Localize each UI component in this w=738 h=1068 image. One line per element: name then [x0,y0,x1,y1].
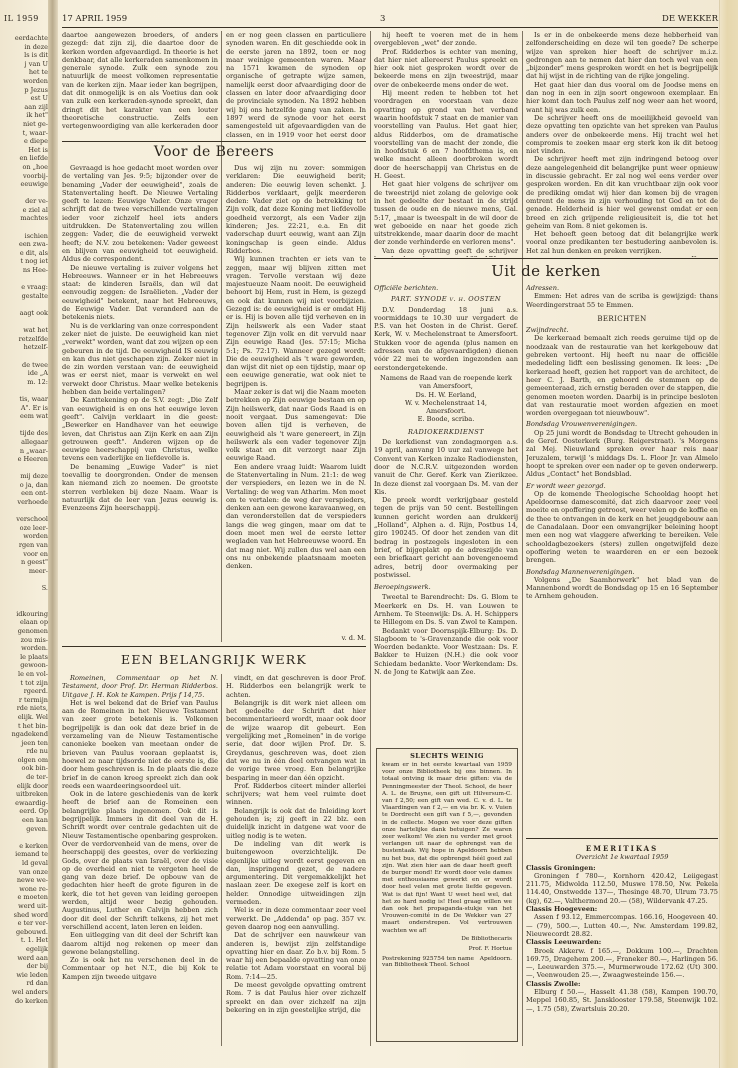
previous-page-line: t tot zijn [20,678,48,687]
bereers-col2 [226,164,366,642]
previous-page-line: rd dan [26,979,48,988]
previous-page-line: t nog iet [20,257,48,266]
previous-page-line: werd uit- [18,901,48,910]
bereers-paragraph: De benaming „Euwige Vader" is niet toevallig te doorgronden. Onder de mensen kan niemand zich zo noemen. De grootste sterren verbleken bij deze Naam. Waar is natuurlijk dat de leer van Jezus eeuwig is. Evenzeens Zijn heerschappij. [62,462,218,513]
previous-page-line: rde nu [26,747,48,756]
previous-page-line: machtes [20,214,48,223]
previous-page-line: mij deze [20,472,48,481]
previous-page-line: olgen om [17,755,48,764]
belangrijk-title: EEN BELANGRIJK WERK [121,652,307,667]
section-rule [374,258,718,259]
previous-page-line: e moeten [17,893,48,902]
synode-signature-line: Namens de Raad van de roepende kerk van Amersfoort, [380,373,512,391]
top-article-col2 [226,31,366,139]
previous-page-line: Het is [28,145,48,154]
previous-page-line: ischien [24,231,48,240]
review-paragraph: Prof. Ridderbos is echter van mening, dat hier niet allereerst Paulus spreekt en hier ook niet gesproken wordt over de bekeerde mens en zijn tweestrijd, maar over de onbekeerde mens onder de wet. [374,47,518,89]
previous-page-line: rgeerd. [23,687,48,696]
previous-page-line: het te [28,68,48,77]
previous-page-line [2,189,48,198]
previous-page-line: ik het" [26,111,48,120]
book-gutter [48,0,58,1068]
zwijndrecht-text: De kerkeraad bemaalt zich reeds geruime tijd op de noodzaak van de restauratie van het kerkgebouw dat gebreken vertoont. Hij heeft nu naar de officiële mededeling lidft een beslissing genomen. Ik lees: „De kerkeraad heeft, gezien het rapport van de architect, de heer C. J. Barth, en gehoord de stemmen op de gemeenteraad, zich ernstig beraden over de stappen, die genomen moeten worden. Daarbij is in principe besloten dat van restauratie moet worden afgezien en moet worden overgegaan tot nieuwbouw". [526,334,718,418]
previous-page-line [2,421,48,430]
emeritikas-group-heading: Classis Zwolle: [526,979,581,988]
emeritikas-group-heading: Classis Leeuwarden: [526,938,602,947]
previous-page-strip [2,0,48,1068]
previous-page-line [2,575,48,584]
review-paragraph: Is er in de onbekeerde mens deze hebberheid van zelfonderscheiding en deze wil ten goede? De scherpe wijze van spreken hier heeft de schrijver m.i.z. gedrongen aan te nemen dat hier dan toch wel van een „bijzonder" mens gesproken wordt en het is begrijpelijk dat hij wijst in de richting van de rijke jongeling. [526,31,718,81]
previous-page-line [2,318,48,327]
previous-page-line: eeuwige [20,180,48,189]
previous-page-line: van onze [18,867,48,876]
notice-footer-account: Postrekening 925754 ten name van Bibliotheek Theol. School [382,955,474,968]
previous-page-line: idkouring [16,609,48,618]
previous-page-line: en liefde [19,154,48,163]
header-paper-name: DE WEKKER [662,14,718,24]
previous-page-line: tis, waar [19,394,48,403]
review-paragraph: De schrijver heeft ons de moeilijkheid gevoeld van deze opvatting ten opzichte van het spreken van Paulus anders over de onbekeerde mens. Hij tracht wel het compromis te zoeken maar erg sterk kon ik dit betoog niet vinden. [526,113,718,156]
header-page-number: 3 [380,14,386,24]
previous-page-line: de ter- [26,773,48,782]
berichten-heading: BERICHTEN [597,314,647,323]
previous-page-line [2,507,48,516]
emeritikas-group-text: Assen f 93.12, Emmercompas. 166.16, Hoogeveen 40.— (79), 500.—, Lutten 40.—, Nw. Amsterdam 199.82, Nieuwecordt 28.82. [526,913,718,938]
notice-title: SLECHTS WEINIG [410,752,484,760]
previous-page-line: hetzelf- [23,343,48,352]
previous-page-line: le plaats [20,652,48,661]
previous-page-line: shed word [13,910,48,919]
emeritikas-title: EMERITIKAS [585,844,659,853]
review-paragraph: hij heeft te voeren met de in hem overgebleven „wet" der zonde. [374,31,518,48]
previous-page-header: IL 1959 [4,14,39,23]
previous-page-line: o ja, dan [19,480,48,489]
previous-page-line: meer- [28,566,48,575]
bereers-paragraph: Maar zeker is dat wij die Naam moeten betrekken op Zijn eeuwige bestaan en op Zijn heilswerk, dat naar Gods Raad is en nooit vergaat. Dus samengevat: Die boven allen tijd is verheven, de eeuwigheid als 't ware genereert, in Zijn heilswerk als een vader tegenover Zijn volk staat en dit verzorgt naar Zijn eeuwige Raad. [226,388,366,463]
previous-page-line [2,300,48,309]
previous-page-line: est U [30,94,48,103]
previous-page-line: een ont- [21,489,48,498]
previous-page-line: j van U [24,59,48,68]
bereers-paragraph: Wij kunnen trachten er iets van te zeggen, maar wij blijven zitten met vragen. Tervolle verstaan wij deze majestueuze Naam nooit. De eeuwigheid behoort bij Hem, rust in Hem, is gezegd en ook dat kunnen wij niet voorbijzien. Gezegd is: de eeuwigheid is er omdat Hij er is. Hij is boven alle tijd verheven en in Zijn heilswerk als een Vader staat tegenover Zijn volk en dit vervuld naar Zijn eeuwige Raad (Jes. 57:15; Micha 5:1; Ps. 72:17). Wanneer gezegd wordt: Die de eeuwigheid als 't ware geworden, dan wijst dit niet op een tijdstip, maar op een eeuwige generatie, wat ook niet te begrijpen is. [226,255,366,388]
review-continuation-col3 [374,31,518,257]
previous-page-line: eerd. Op [19,807,48,816]
previous-page-line: een zwa- [18,240,48,249]
emeritikas-group-heading: Classis Hoogeveen: [526,905,598,914]
divider [221,164,222,642]
bereers-paragraph: Nu is de verklaring van onze correspondent zeker niet de juiste. De eeuwigheid kan niet „verwekt" worden, want dat zou wijzen op een gebeuren in de tijd. De eeuwigheid IS eeuwig en kan dus niet geschapen zijn. Zeker niet in de zin worden verstaan van: de eeuwigheid was er eerst niet, maar is verwekt en wel verwekt door Christus. Maar welke betekenis hebben dan beide vertalingen? [62,321,218,397]
bereers-signature: v. d. M. [341,634,366,642]
previous-page-line: gestalte [21,291,48,300]
previous-page-line: der ve- [25,197,48,206]
bereers-col1 [62,164,218,638]
belangrijk-col1 [62,674,218,1046]
belangrijk-paragraph: Zo is ook het nu verschenen deel in de Commentaar op het N.T., die bij Kok te Kampen zijn tweede uitgave [62,956,218,981]
previous-page-line: niet ge- [23,119,48,128]
divider [221,674,222,1046]
previous-page-line: newe we- [16,876,48,885]
previous-page-line: wone re- [19,884,48,893]
previous-page-line: aagt ook [19,309,48,317]
previous-page-line: eerdachte [14,34,48,42]
previous-page-line: le en vol- [18,669,48,678]
previous-page-line: genomen [17,626,48,635]
previous-page-line: e dit, als [19,248,48,257]
belangrijk-paragraph: Prof. Ridderbos citeert minder allerlei schrijvers; wat hem veel ruimte doet winnen. [226,781,366,807]
bereers-paragraph: De Kanttekening op de S.V. zegt: „Die Zelf van eeuwigheid is en ons het eeuwige leven geeft". Calvijn verklaart in die geest: „Bewerker en Handhaver van het eeuwige leven, dat Christus aan Zijn Kerk en aan Zijn getrouwen geeft". Anderen wijzen op de eeuwige heerschappij van Christus, welke tevens een vaderlijke en liefdevolle is. [62,396,218,463]
previous-page-line: n geest" [20,558,48,567]
header-date: 17 APRIL 1959 [62,14,128,24]
belangrijk-paragraph: Het is wel bekend dat de Brief van Paulus aan de Romeinen in het Nieuwe Testament van zeer grote betekenis is. Volkomen begrijpelijk is dan ook dat deze brief in de verzameling van de Nieuw Testamentische canonieke boeken van meetaan onder de brieven van Paulus vooraan geplaatst is, hoewel ze naar tijdsorde niet de eerste is, die door hem geschreven is. In de plaats die deze brief in de canon kreeg spreekt zich dan ook reeds een waardeeringsoordeel uit. [62,698,218,790]
previous-page-line: elijk. Wel [17,712,48,721]
divider [370,31,371,1046]
previous-page-line: zou mis- [20,635,48,644]
kerken-title: Uit de kerken [491,262,601,280]
previous-page-line: ns Hee- [22,266,48,275]
previous-page-line: e ziel al [22,205,48,214]
belangrijk-paragraph: Dat de schrijver een nauwkeur van anderen is, bewijst zijn zelfstandige opvatting hier en daar. Zo b.v. bij Rom. 5 waar hij een bepaalde opvatting van onze relatie tot Adam voorstaat en vooral bij Rom. 7:14—25. [226,931,366,981]
previous-page-line: wel anders [11,987,48,996]
previous-page-line: n „waar- [19,446,48,455]
previous-page-line: elijk door [16,781,48,790]
kerken-col2 [526,284,718,832]
notice-sign-name: Prof. F. Hortue [468,945,512,952]
belangrijk-paragraph: Belangrijk is dit werk niet alleen om het gedeelte der Schrift dat hier becommentarieerd wordt, maar ook door de wijze waarop dit gebeurt. Een vergelijking met „Romeinen" in de vorige serie, dat door wijlen Prof. Dr. S. Greydanus, geschreven was, doet zien dat we nu in één deel ontvangen wat in de vorige twee vroeg. Een belangrijke besparing in meer dan één opzicht. [226,698,366,782]
top-article-text-1: daartoe aangewezen broeders, of anders gezegd: dat zijn zij, die daartoe door de kerken worden afgevaardigd. In theorie is het denkbaar, dat alle kerkeraden samenkomen in generale synode. Zulk een synode zou natuurlijk de meest volkomen representatie van de kerken zijn. Maar ieder kan begrijpen, dat dit onmogelijk is en als Voetius dan ook van zulk een kerkeraden-synode spreekt, dan dringt dit het karakter van een louter theoretische constructie. Zelfs een vertegenwoordiging van alle kerkeraden door [62,31,218,131]
top-article-col1 [62,31,218,131]
zwijndrecht-heading: Zwijndrecht. [526,326,569,335]
previous-page-line: tijde des [19,429,48,438]
previous-page-line [2,464,48,473]
previous-page-line: t het bin- [17,721,48,730]
review-paragraph: Van deze opvatting geeft de schrijver [382,246,518,255]
previous-page-line: ngadekend [11,730,48,739]
previous-page-line: verschool [16,515,48,524]
previous-page-line: do kerken [14,996,48,1005]
emeritikas-group-text: Groningen f 780—, Kornhorn 420.42, Leiigegast 211.75, Midwolda 112.50, Muswe 178.50, Nw. Pekela 114.40, Onstwedde 137—, Thesinge 48.70, Ulrum 73.75 (kg), 62.—, Valthermond 20.— (58), Wildervank 47.25. [526,871,718,905]
section-rule [62,141,366,142]
beroep-heading: Beroepingswerk. [374,583,431,592]
section-rule [62,646,366,647]
previous-page-line: oze leer- [19,523,48,532]
belangrijk-paragraph: De meest gevolgde opvatting omtrent Rom. 7 is dat Paulus hier over zichzelf spreekt en dan over zichzelf na zijn bekering en in zijn geestelijke strijd, die [226,980,366,1014]
kerken-col1 [374,284,518,714]
previous-page-line: aan zijl [24,102,48,111]
mannen-heading: Bondsdag Mannenverenigingen. [526,567,635,576]
beroep-paragraph: Tweetal te Barendrecht: Ds. G. Blom te Meerkerk en Ds. H. van Louwen te Arnhem. Te Steenwijk: Ds. A. H. Schippers te Hillegom en Ds. S. van Zwol te Kampen. [374,593,518,627]
page-header [62,14,718,26]
belangrijk-paragraph: De indeling van dit werk is buitengewoon overzichtelijk. De eigenlijke uitleg wordt eerst gegeven en dan, inspringend gezet, de nadere argumentering. Dit vergemakkelijkt het naslaan zeer. De exegese zelf is kort en helder. Onnodige uitweidingen zijn vermeden. [226,839,366,907]
review-paragraph: Hij meent reden te hebben tot het voordragen en voorstaan van deze opvatting op grond van het verband waarin hoofdstuk 7 staat en de manier van voorstelling van Paulus. Het gaat hier, aldus Ridderbos, om de dramatische voorstelling van de macht der zonde, die in hoofdstuk 6 en 7 hoofdthema is, en welke macht alleen doorbroken wordt door de heerschappij van Christus en de H. Geest. [374,89,518,181]
synode-text: D.V. Donderdag 18 juni a.s. voormiddags te 10.30 uur vergadert de P.S. van het Oosten in de Christ. Geref. Kerk, W. v. Mechelenstraat te Amersfoort. Stukken voor de agenda (plus namen en adressen van de afgevaardigden) dienen vóór 22 mei te worden ingezonden aan eerstondergetekende. [374,305,518,372]
synode-signature-line: Amersfoort. [426,407,466,416]
review-paragraph: Het gaat hier volgens de schrijver om de tweestrijd niet zolang de gelovige ook in het gedeelte der bestaat in de strijd tussen de oude en de nieuwe mens, Gal. 5:17, „maar is tweespalt in de wil door de wet geboeide en naar het goede zich uitstrekkende, maar daarin door de macht der zonde verhinderde en verloren mens". [374,180,518,247]
notice-footer-place: Apeldoorn. [479,955,512,962]
previous-page-line: een kan [22,816,48,825]
page-edge [719,0,738,1068]
synode-heading: PART. SYNODE v. h. OOSTEN [391,295,501,304]
previous-page-line [2,352,48,361]
previous-page-line [2,833,48,842]
previous-page-line: e ter ver- [17,919,48,928]
previous-page-line: uitbreken [16,790,48,799]
previous-page-line: rgen van [18,541,48,550]
top-article-text-2: en er nog geen classen en particuliere synoden waren. En dit geschiedde ook in de eerste jaren na 1892, toen er nog maar weinige gemeenten waren. Maar na 1571 kwamen de synoden op organische of getrapte wijze samen, namelijk eerst door afvaardiging door de classen en later door afvaardiging door de provinciale synoden. Na 1892 hebben wij bij ons hetzelfde gang van zaken. In 1897 werd de synode voor het eerst samengesteld uit afgevaardigden van de classen, en in 1919 voor het eerst door [226,31,366,139]
previous-page-line: worden [23,532,48,541]
previous-page-line: ewaardig- [15,798,48,807]
previous-page-line: e Heeren [17,455,48,464]
previous-page-line: de twee [22,360,48,369]
belangrijk-col2 [226,674,366,1046]
previous-page-line: iemand te [15,850,48,859]
previous-page-line: elaan op [19,618,48,627]
bibliotheek-notice-box [376,748,518,1042]
mannen-text: Volgens „De Saamhorwerk" het blad van de Mannenbond wordt de Bondsdag op 15 en 16 September te Arnhem gehouden. [526,575,718,601]
previous-page-line [2,593,48,602]
previous-page-line: rde niets, [16,704,48,713]
bondsdag-text: Op 25 juni wordt de Bondsdag te Utrecht gehouden in de Geref. Oosterkerk (Burg. Reigerstraat). 's Morgens zal Mej. Nieuwland spreken over haar reis naar Jeruzalem, terwijl 's middags Ds. L. Floor Jr. van Almelo hoopt te spreken over een nader op te geven onderwerp. Aldus „Contact" het Bondsblad. [526,428,718,479]
previous-page-line: retzelfde [18,334,48,343]
previous-page-line [2,223,48,232]
emeritikas-section [526,842,718,1042]
previous-page-text [2,34,48,1005]
bereers-paragraph: Dus wij zijn nu zover: sommigen verklaren: Die eeuwigheid berit; anderen: Die eeuwig leven schenkt. J. Ridderbos verklaart, geljk meerderen deden: Vader ziet op de betrekking tot Zijn volk, dat deze Koning met liefdevolle goedheid verzorgt, als een Vader zijn kinderen; Jes. 22:21, e.a. En dit vaderschap duurt eeuwig, want aan Zijn koningschap is geen einde. Aldus Ridderbos. [226,164,366,255]
belangrijk-paragraph: Belangrijk is ook dat de Inleiding kort gehouden is; zij geeft in 22 blz. een duidelijk inzicht in datgene wat voor de uitleg nodig is te weten. [226,806,366,840]
previous-page-line: e kerken [19,841,48,850]
gezorgd-heading: Er wordt weer gezorgd. [526,481,606,490]
previous-page-line: voor en [23,549,48,558]
synode-signature-line: W. v. Mechelenstraat 14, [405,398,487,407]
radio-paragraph: De preek wordt verkrijgbaar gesteld tegen de prijs van 50 cent. Bestellingen kunnen gericht worden aan drukkerij „Holland", Alphen a. d. Rijn, Postbus 14, giro 190245. Of door het zenden van dit bedrag in postzegels ingesloten in een brief, of bijgeplakt op de adreszijde van een briefkaart gericht aan bovengenoemd adres, betrij door overmaking per postwissel. [374,496,518,579]
belangrijk-book-info: Romeinen, Commentaar op het N. Testament, door Prof. Dr. Herman Ridderbos. Uitgave J. H. Kok te Kampen. Prijs f 14,75. [62,674,218,699]
review-paragraph: De schrijver heeft met zijn indringend betoog over deze aangelegenheid dit belangrijke punt weer opnieuw in discussie gebracht. Er zal nog wel eens verder over gesproken worden. En dit kan vruchtbaar zijn ook voor de prediking omdat wij hier dan komen bij de vragen omtrent de mens in zijn verhouding tot God en tot de genade. Helderheid is hier wel gewenst omdat er een breed en zich grijpende religieusiteit is, die tot het geheim van Rom. 8 niet gekomen is. [526,155,718,230]
review-signature [526,255,718,257]
radio-heading: RADIOKERKDIENST [407,427,485,436]
previous-page-line: voorbij- [22,171,48,180]
previous-page-line: allegaar [21,437,48,446]
previous-page-line: t, waar- [22,128,48,137]
previous-page-line: m. 12: [27,377,48,386]
notice-sign-role: De Bibliothecaris [461,935,512,942]
previous-page-line: eem wat [20,412,48,421]
bereers-paragraph: Gevraagd is hoe gedacht moet worden over de vertaling van Jes. 9:5; bijzonder over de benaming „Vader der eeuwigheid", zoals de Statenvertaling heeft. De Nieuwe Vertaling geeft te lezen: Eeuwige Vader. Onze vrager schrijft dat de twee verschillende vertalingen ieder voor zichzelf heel iets anders uitdrukken. De Statenvertaling zou willen zeggen: Vader, die de eeuwigheid verwekt heeft; de N.V. zou betekenen: Vader geweest en blijven van eeuwigheid tot eeuwigheid. Aldus de correspondent. [62,164,218,264]
notice-text: kwam er in het eerste kwartaal van 1959 voor onze Bibliotheek bij ons binnen. In totaal ontving ik maar drie giften: via de Penningmeester der Theol. School, de heer A. L. de Bruyne, een gift uit Hilversum-C. van f 2,50; een gift van wed. C. v. d. L. te Vlaardingen van f 2,— en via br. K. v. Vuien te Dordrecht een gift van f 5,—, gevonden in de collecte. Mogen we voor deze giften onze hartelijke dank betuigen? Ze waren zeer welkom! We zien nu verder met groot verlangen uit naar de ophrengst van de bustentaak. Wij hope in Apeldoorn hebben nu het bus, dat die opbrengst héél goed zal zijn. Wat zien hier aan de daar heeft geeft de burger mond! Er wordt door vele dames met enthousiasme gewerkt en er wordt door heel velen met grote liefde gegeven. Wat is dat fijn! Want U weet heel wel, dat het zo hard nodig is! Heel graag willen we dan ook het propaganda-stukje van het Vrouwen-comité in de De Wekker van 27 maart onderstrepen. Vol vertrouwen wachten we af! [382,762,512,934]
previous-page-line: gebouwd. [15,927,48,936]
bereers-paragraph: De nieuwe vertaling is zuiver volgens het Hebreeuws. Wanneer er in het Hebreeuws staat: de kinderen Israëls, dan wil dat eenvoudig zeggen: de Israëlieten. „Vader der eeuwigheid" betekent, naar het Hebreeuws, de Eeuwige Vader. Dat veranderd aan de betekenis niets. [62,263,218,322]
emeritikas-subtitle: Overzicht 1e kwartaal 1959 [575,853,669,862]
previous-page-line: gewoon- [20,661,48,670]
previous-page-line: p Jezus [24,85,48,94]
previous-page-line: e diepe [23,137,48,146]
previous-page-line: in deze [24,42,48,51]
belangrijk-paragraph: vindt, en dat geschreven is door Prof. H. Ridderbos een belangrijk werk te achten. [226,674,366,699]
belangrijk-paragraph: Ook in de latere geschiedenis van de kerk heeft de brief aan de Romeinen een belangrijke plaats ingenomen. Ook dit is begrijpelijk. Immers in dit deel van de H. Schrift wordt over centrale gedachten uit de Nieuw Testamentische openbaring gesproken. Over de verdorvenheid van de mens, over de heerschappij des geestes, over de verkiezing Gods, over de plaats van Israël, over de visie op de overheid en niet te vergeten heel de gang van deze brief. De opbouw van de gedachten hier heeft de grote figuren in de kerk, die tot het geven van leiding geroepen werden, altijd weer bezig gehouden. Augustinus, Luther en Calvijn hebben zich door dit deel der Schrift telkens, zij het met verschillend accent, laten leren en leiden. [62,790,218,931]
previous-page-line [2,275,48,284]
bereers-title: Voor de Bereers [153,144,275,160]
emeritikas-group-text: Broek Akkerw. f 165.—, Dokkum 100.—, Drachten 169.75, Dragehem 200.—, Franeker 80.—, Harlingen 56.—, Leeuwarden 375.—, Murmerwoude 172.62 (Ut) 300.—, Veenwouden 25.—, Zwaagwesteinde 156.—. [526,946,718,980]
previous-page-line [2,601,48,610]
previous-page-line: r termijn [18,695,48,704]
previous-page-line: t. 1. Het [20,936,48,945]
adressen-text: Emmen: Het adres van de scriba is gewijzigd: thans Weerdingerstraat 55 te Emmen. [526,292,718,309]
previous-page-line: ide „A [27,369,48,378]
bereers-paragraph: Een andere vraag luidt: Waarom luidt de Statenvertaling in Num. 21:1: de weg der verspieders, en lezen we in de N. Vertaling: de weg van Atharim. Men moet om te vertalen: de weg der verspieders, denken aan een gewone karavaanweg, en dan veronderstellen dat de verspieders langs die weg gingen, maar om dat te doen moet men wel de eerste letter wegladen van het Hebreeuwse woord. En dat mag niet. Wij zullen dus wel aan een ons nu onbekende plaatsnaam moeten denken. [226,462,366,571]
bondsdag-heading: Bondsdag Vrouwenverenigingen. [526,420,638,429]
previous-page-line: ld geval [22,859,48,867]
previous-page-line: der bij [26,962,48,971]
radio-paragraph: De kerkdienst van zondagmorgen a.s. 19 april, aanvang 10 uur zal vanwege het Convent van Kerken inzake Radiodiensten, door de N.C.R.V. uitgezonden worden vanuit de Chr. Geref. Kerk van Zierikzee. In deze dienst zal voorgaan Ds. M. van der Kis. [374,438,518,496]
synode-signature-line: Ds. H. W. Eerland, [415,390,477,399]
previous-page-line: geven. [26,824,48,833]
previous-page-line [2,386,48,395]
belangrijk-paragraph: Een uitlegging van dit deel der Schrift kan daarom altijd nog rekenen op meer dan gewone belangstelling. [62,931,218,956]
adressen-heading: Adressen. [526,284,560,292]
review-continuation-col4 [526,31,718,257]
previous-page-line: ls is dit [24,51,48,60]
officieel-heading: Officiële berichten. [374,284,439,292]
previous-page-line: egelijk [26,944,48,953]
previous-page-line: ook bin- [21,764,48,773]
review-paragraph: Het gaat hier dan dus vooral om de Joodse mens en dan nog in een in zijn soort ongewoon exemplaar. En hier komt dan toch Paulus zelf nog weer aan het woord, want hij was zulk een. [526,80,718,114]
previous-page-line: on „hoe [22,162,48,171]
previous-page-line: werd aan [17,953,48,962]
section-rule [526,838,718,839]
previous-page-line: A". Er is [20,403,48,412]
previous-page-line: worden. [21,644,48,653]
gezorgd-text: Op de komende Theologische Schooldag hoopt het Apeldoornse damescomité, dat zich daarvoor zeer veel moeite en opoffering getroost, weer velen op de koffie en de thee te ontvangen in de kerk en het jeugdgebouw aan de Canadalaan. Door een omvangrijker beleining hoopt men een nog wat vlaggere afwerking te bereiken. Vele schooldagbezoekers (sters) zullen ongetwijfeld deze opoffering weten te waarderen en er een bezoek brengen. [526,489,718,565]
previous-page-line: verhoede [17,498,48,507]
belangrijk-paragraph: Wel is er in deze commentaar zeer veel verwerkt. De „Addenda" op pag. 357 vv. geven daarop nog een aanvulling. [226,906,366,931]
beroep-paragraph: Bedankt voor Doornspijk-Elburg: Ds. D. Slagboom te 's-Gravenzande die ook voor Woerden bedankte. Voor Westzaan: Ds. F. Bakker te Huizen (N.H.) die ook voor Schiedam bedankte. Voor Werkendam: Ds. N. de Jong te Katwijk aan Zee. [374,626,518,677]
synode-signature-line: E. Boode, scriba. [417,415,475,424]
previous-page-line: wie leden [16,970,48,979]
previous-page-line: S. [41,584,48,592]
header-rule [62,27,718,28]
previous-page-line: e vraag: [21,283,48,292]
previous-page-line: wat het [23,326,48,335]
previous-page-line: worden [23,76,48,85]
emeritikas-group-heading: Classis Groningen: [526,863,596,872]
divider [522,31,523,1046]
previous-page-line: jeen ten [21,738,48,747]
emeritikas-group-text: Elburg f 50.—, Hasselt 41.38 (58), Kampen 190.70, Meppel 160.85, St. Jansklooster 179.58, Steenwijk 102.—, 1.75 (58), Zwartsluis 20.20. [526,988,718,1013]
review-paragraph: Het behoeft geen betoog dat dit belangrijke werk vooral onze predikanten ter bestudering aanbevolen is. Het zal hun denken en preken verrijken. [526,230,718,255]
